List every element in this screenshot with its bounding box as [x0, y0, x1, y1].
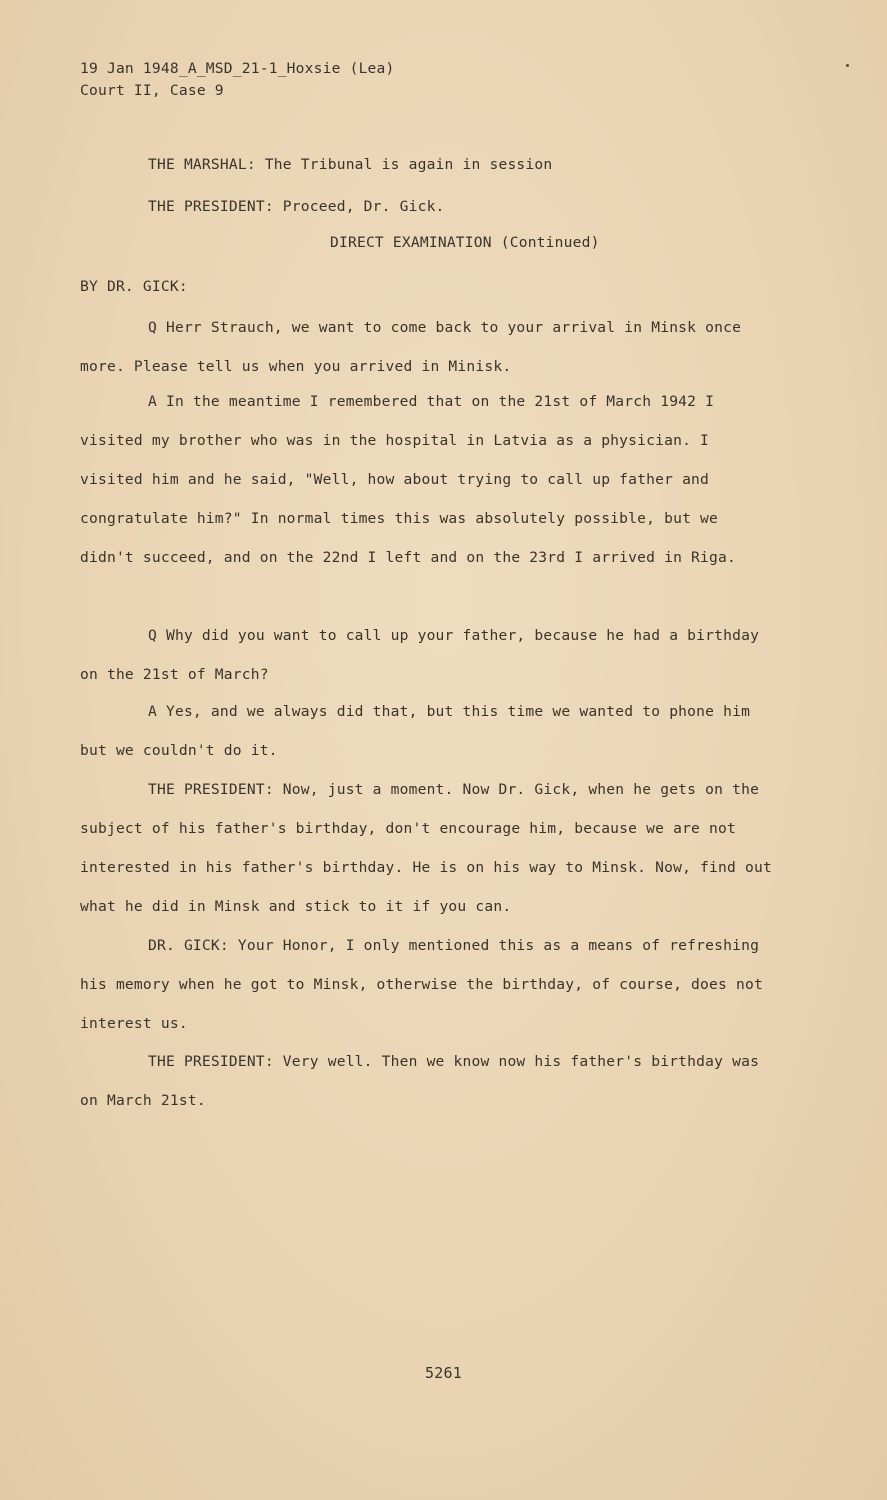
page-number: 5261: [425, 1364, 462, 1382]
section-heading-direct-examination: DIRECT EXAMINATION (Continued): [330, 234, 600, 251]
president-statement-2: THE PRESIDENT: Now, just a moment. Now Dr. Gick, when he gets on the subject of his father's birthday, don't encourage him, because we are not interested in his father's birthday. He is on his way to Minsk. Now, find out what he did in Minsk and stick to it if you can.: [80, 781, 772, 915]
question-1: Q Herr Strauch, we want to come back to your arrival in Minsk once more. Please tell us when you arrived in Minisk.: [80, 319, 742, 375]
president-statement-1: THE PRESIDENT: Proceed, Dr. Gick.: [148, 198, 445, 215]
counsel-statement: DR. GICK: Your Honor, I only mentioned this as a means of refreshing his memory when he got to Minsk, otherwise the birthday, of course, does not interest us.: [80, 937, 763, 1032]
header-reference: 19 Jan 1948_A_MSD_21-1_Hoxsie (Lea): [80, 60, 395, 77]
examiner-line: BY DR. GICK:: [80, 278, 188, 295]
header-court-case: Court II, Case 9: [80, 82, 224, 99]
president-statement-3: THE PRESIDENT: Very well. Then we know now his father's birthday was on March 21st.: [80, 1053, 760, 1109]
paper-speck: [846, 64, 849, 67]
answer-1: A In the meantime I remembered that on the 21st of March 1942 I visited my brother who was in the hospital in Latvia as a physician. I visited him and he said, "Well, how about trying to call up father and congratulate him?" In normal times this was absolutely possible, but we didn't succeed, and on the 22nd I left and on the 23rd I arrived in Riga.: [80, 393, 736, 566]
question-2: Q Why did you want to call up your father, because he had a birthday on the 21st of March?: [80, 627, 760, 683]
marshal-statement: THE MARSHAL: The Tribunal is again in session: [148, 156, 553, 173]
answer-2: A Yes, and we always did that, but this time we wanted to phone him but we couldn't do it.: [80, 703, 751, 759]
